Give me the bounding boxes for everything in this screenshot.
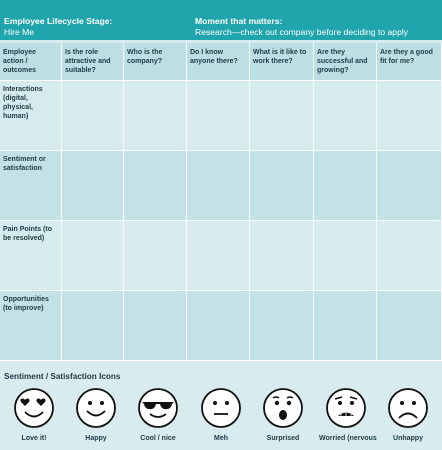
lifecycle-stage [4,16,112,38]
moment-title: Moment that matters: [195,16,283,26]
table-cell[interactable] [314,151,377,221]
row-label: Sentiment or satisfaction [0,151,62,221]
happy-icon [75,387,117,429]
stage-title: Employee Lifecycle Stage: [4,16,113,26]
table-cell[interactable] [187,291,250,361]
table-cell[interactable] [187,221,250,291]
table-cell[interactable] [62,81,124,151]
table-cell[interactable] [250,291,314,361]
table-cell[interactable] [124,221,187,291]
table-cell[interactable] [377,221,442,291]
icon-label: Cool / nice [140,435,176,442]
moment-that-matters [195,16,408,38]
column-header: Is the role attractive and suitable? [62,43,124,81]
table-row [0,221,442,291]
table-row [0,291,442,361]
worried-face [319,387,377,442]
row-label: Pain Points (to be resolved) [0,221,62,291]
column-header: What is it like to work there? [250,43,314,81]
love-it-icon [13,387,55,429]
table-cell[interactable] [250,81,314,151]
stage-value: Hire Me [4,27,35,37]
table-row [0,81,442,151]
column-header: Do I know anyone there? [187,43,250,81]
love-it-face [7,387,61,442]
cool-nice-icon [137,387,179,429]
table-cell[interactable] [62,151,124,221]
happy-face [69,387,123,442]
icon-label: Happy [85,435,107,442]
table-cell[interactable] [124,291,187,361]
icon-label: Meh [214,435,228,442]
table-cell[interactable] [124,151,187,221]
unhappy-face [381,387,435,442]
table-cell[interactable] [377,291,442,361]
column-header: Employee action / outcomes [0,43,62,81]
table-cell[interactable] [314,81,377,151]
journey-table [0,43,442,361]
table-cell[interactable] [250,151,314,221]
meh-icon [200,387,242,429]
row-label: Interactions (digital, physical, human) [0,81,62,151]
cool-face [131,387,185,442]
surprised-icon [262,387,304,429]
table-cell[interactable] [124,81,187,151]
table-cell[interactable] [62,221,124,291]
icons-section-title: Sentiment / Satisfaction Icons [4,372,121,381]
table-header-row [0,43,442,81]
table-cell[interactable] [250,221,314,291]
table-cell[interactable] [377,81,442,151]
table-cell[interactable] [314,221,377,291]
table-cell[interactable] [377,151,442,221]
meh-face [194,387,248,442]
table-cell[interactable] [187,81,250,151]
icon-label: Surprised [266,435,300,442]
moment-value: Research—check out company before deciding to apply [195,27,409,37]
icon-label: Worried (nervous [319,435,377,442]
column-header: Are they a good fit for me? [377,43,442,81]
worried-icon [325,387,367,429]
table-cell[interactable] [62,291,124,361]
table-cell[interactable] [314,291,377,361]
row-label: Opportunities (to improve) [0,291,62,361]
surprised-face [256,387,310,442]
column-header: Who is the company? [124,43,187,81]
column-header: Are they successful and growing? [314,43,377,81]
icon-label: Unhappy [393,435,423,442]
table-cell[interactable] [187,151,250,221]
unhappy-icon [387,387,429,429]
icon-label: Love it! [21,435,47,442]
table-row [0,151,442,221]
header-banner [0,0,442,40]
